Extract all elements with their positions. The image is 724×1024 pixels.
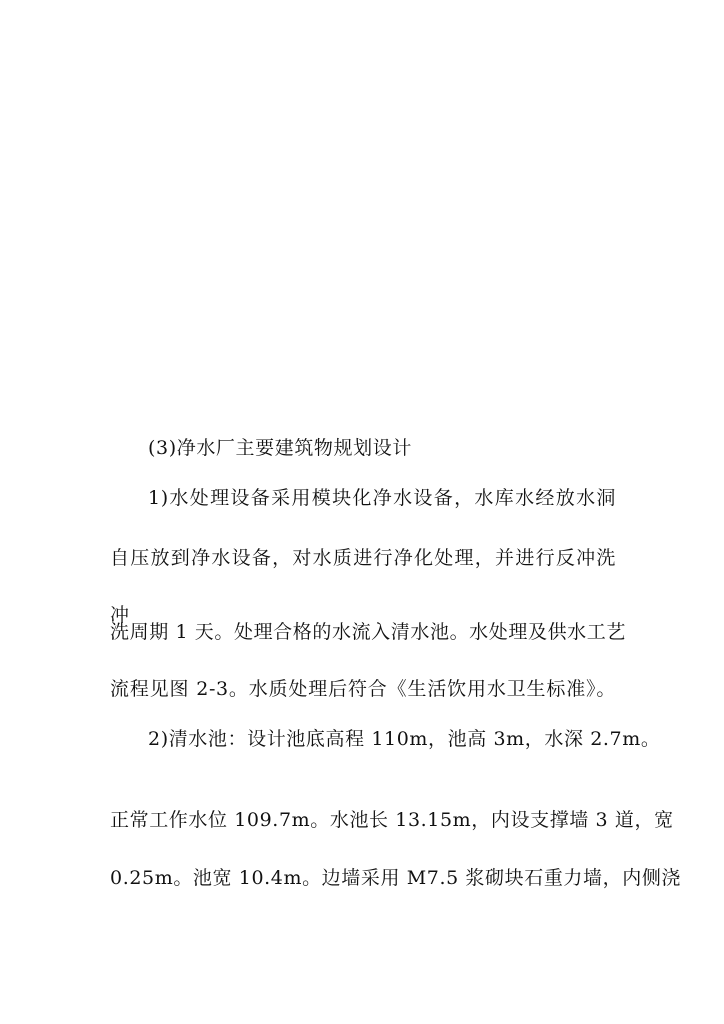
paragraph-line: 正常工作水位 109.7m。水池长 13.15m，内设支撑墙 3 道，宽 (110, 809, 674, 831)
paragraph-line: 冲 (110, 604, 130, 626)
section-heading: (3)净水厂主要建筑物规划设计 (148, 437, 412, 459)
paragraph-line: 洗周期 1 天。处理合格的水流入清水池。水处理及供水工艺 (110, 621, 626, 643)
paragraph-line: 流程见图 2-3。水质处理后符合《生活饮用水卫生标准》。 (110, 678, 616, 700)
paragraph-line: 2)清水池：设计池底高程 110m，池高 3m，水深 2.7m。 (148, 728, 661, 750)
paragraph-line: 0.25m。池宽 10.4m。边墙采用 M7.5 浆砌块石重力墙，内侧浇 (110, 867, 682, 889)
paragraph-line: 自压放到净水设备，对水质进行净化处理，并进行反冲洗 (110, 547, 616, 569)
paragraph-line: 1)水处理设备采用模块化净水设备，水库水经放水洞 (148, 487, 616, 509)
